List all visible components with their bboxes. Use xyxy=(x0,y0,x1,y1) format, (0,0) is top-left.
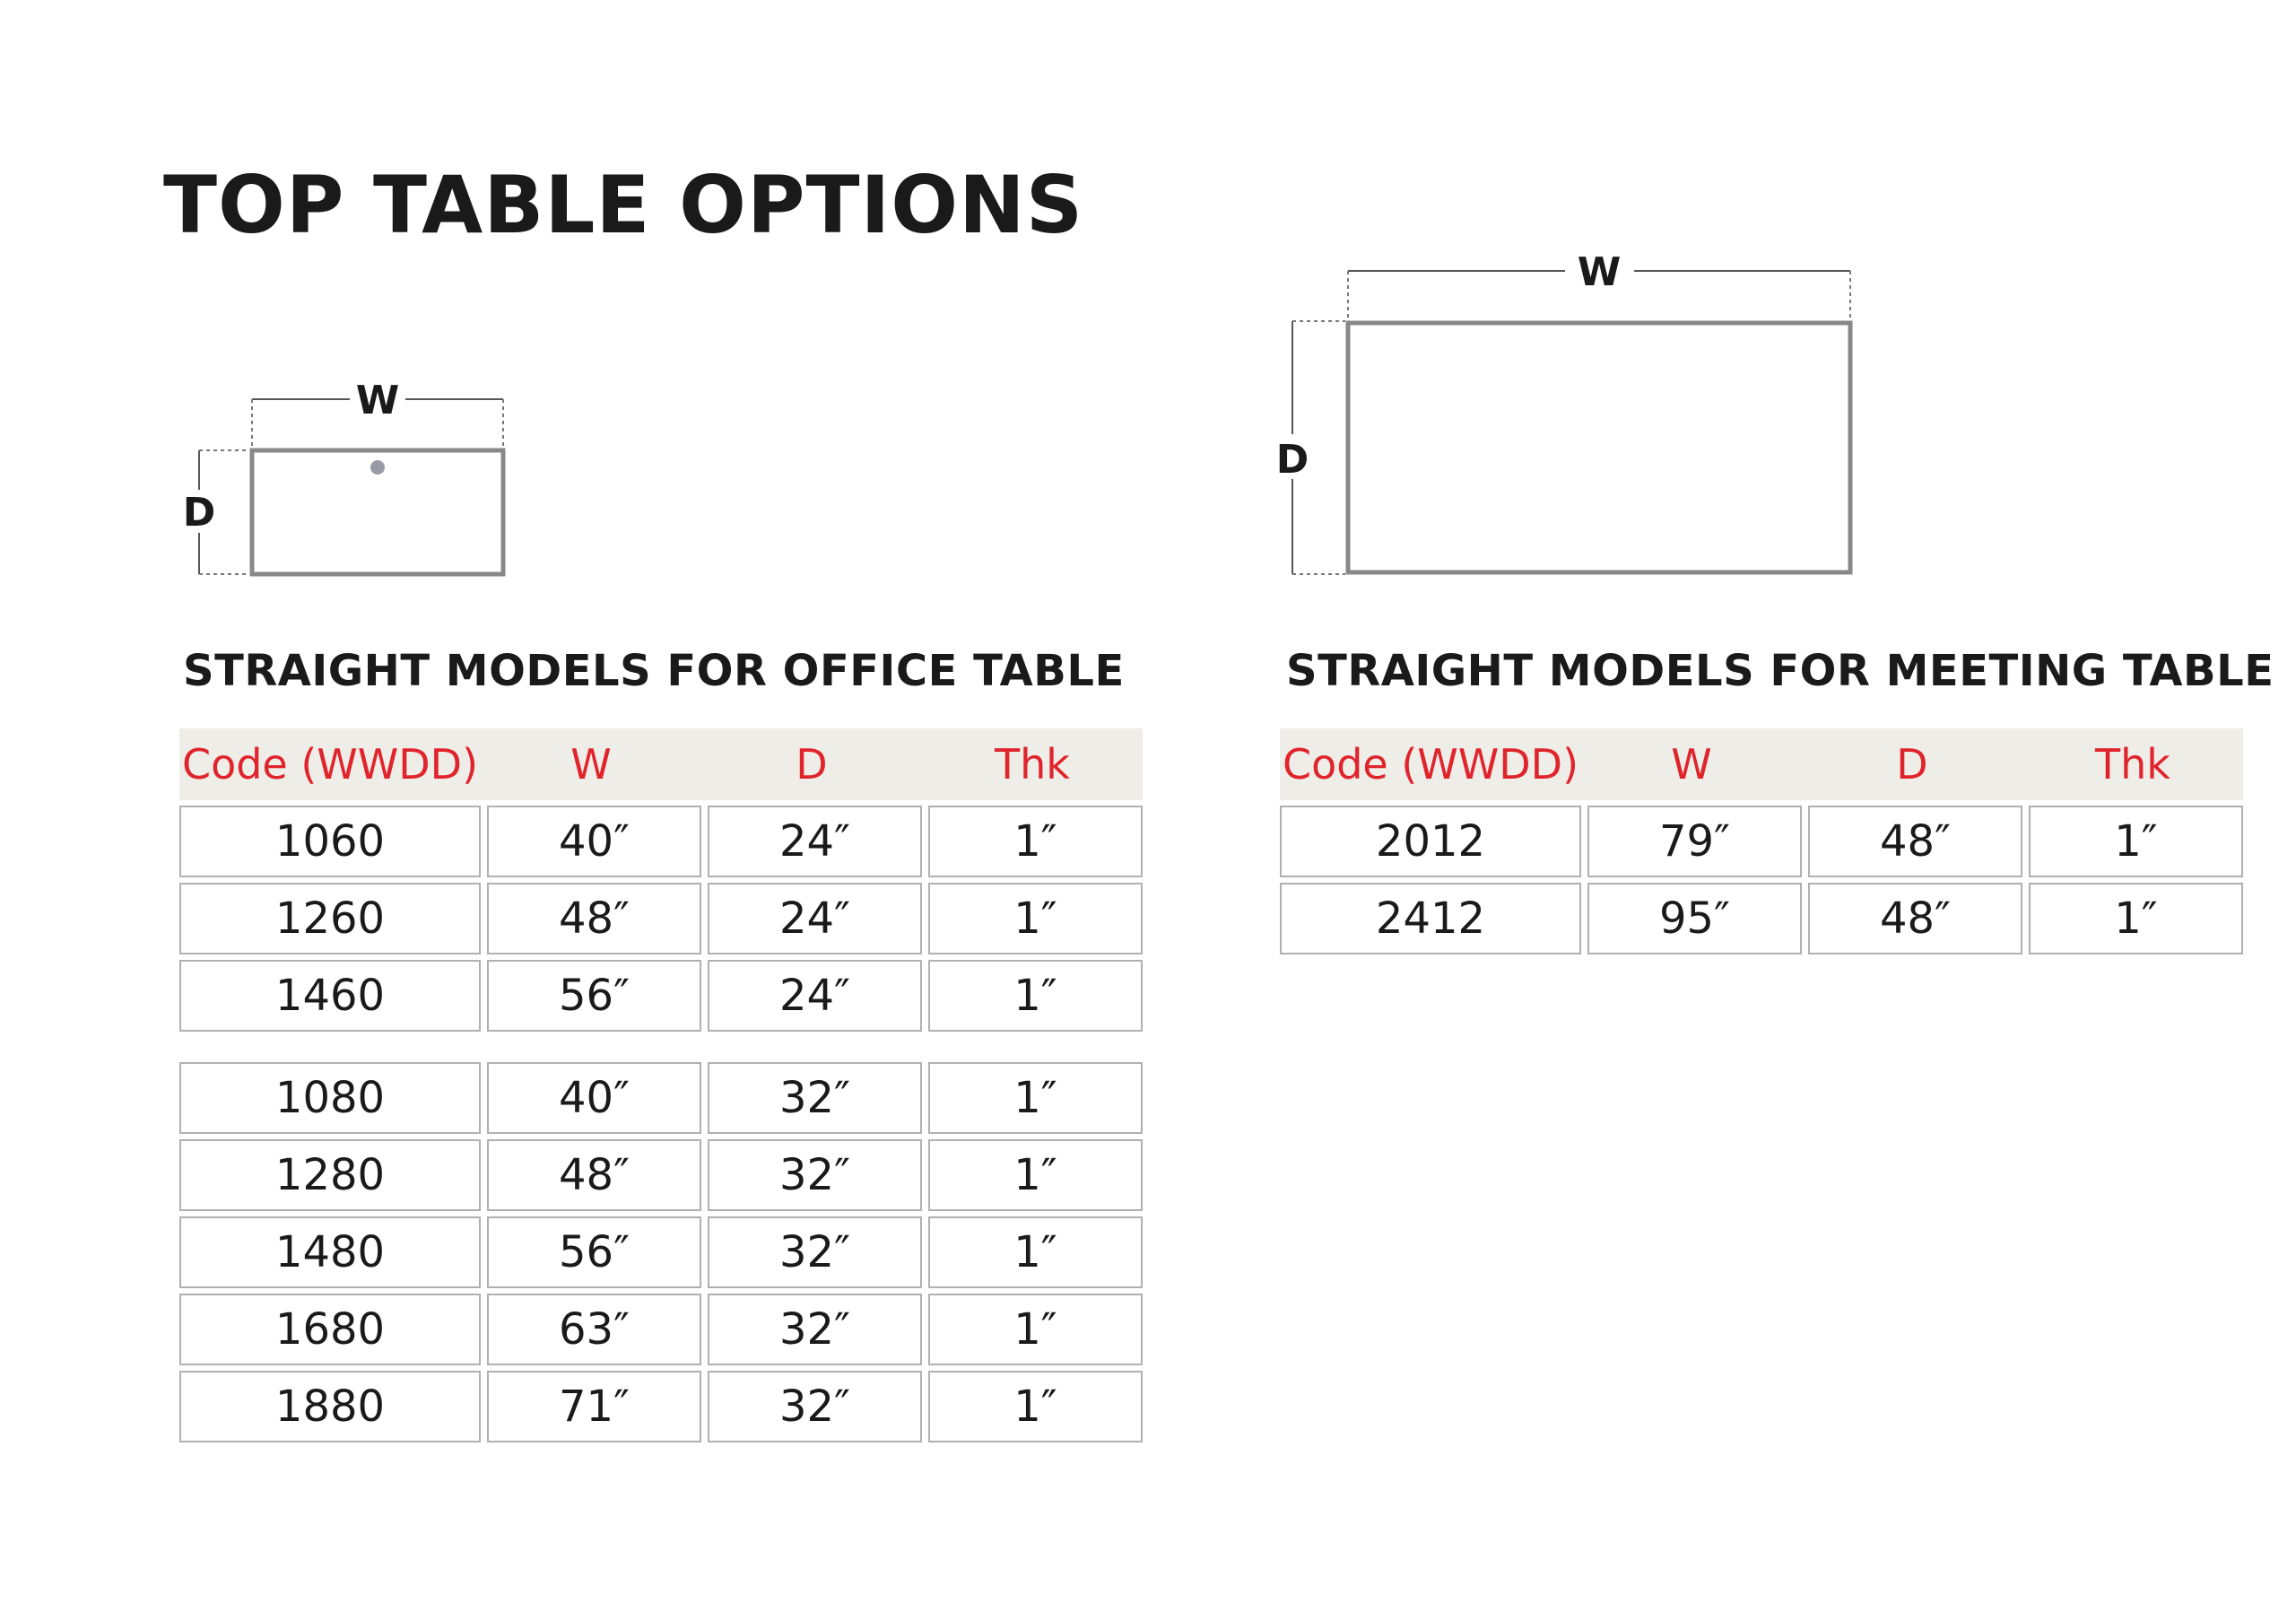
table-row xyxy=(179,1294,1143,1365)
cell-width: 40″ xyxy=(487,806,701,877)
cell-width: 56″ xyxy=(487,960,701,1032)
cell-code: 1260 xyxy=(179,883,481,954)
cell-code: 1060 xyxy=(179,806,481,877)
cell-thickness: 1″ xyxy=(2029,806,2243,877)
cell-thickness: 1″ xyxy=(928,883,1143,954)
column-header-depth: D xyxy=(796,740,828,789)
table-row xyxy=(179,806,1143,877)
cell-width: 79″ xyxy=(1587,806,1802,877)
cell-thickness: 1″ xyxy=(928,1139,1143,1211)
cell-code: 1460 xyxy=(179,960,481,1032)
table-row xyxy=(179,1062,1143,1134)
cell-depth: 32″ xyxy=(708,1139,922,1211)
cell-code: 1280 xyxy=(179,1139,481,1211)
table-row xyxy=(179,883,1143,954)
cell-depth: 24″ xyxy=(708,960,922,1032)
table-row xyxy=(1280,806,2243,877)
grommet-icon xyxy=(370,460,385,475)
meeting-table-diagram xyxy=(1272,249,1850,574)
cell-depth: 48″ xyxy=(1808,883,2022,954)
table-row xyxy=(1280,883,2243,954)
cell-code: 1680 xyxy=(179,1294,481,1365)
cell-depth: 24″ xyxy=(708,806,922,877)
cell-thickness: 1″ xyxy=(928,806,1143,877)
table-header-row xyxy=(179,728,1143,800)
cell-code: 2412 xyxy=(1280,883,1581,954)
width-label: W xyxy=(1577,249,1622,295)
table-row xyxy=(179,1371,1143,1442)
column-header-depth: D xyxy=(1896,740,1928,789)
cell-width: 95″ xyxy=(1587,883,1802,954)
table-header-row xyxy=(1280,728,2243,800)
table-row xyxy=(179,1139,1143,1211)
column-header-thickness: Thk xyxy=(995,740,1070,789)
office-spec-table xyxy=(179,728,1143,1442)
cell-thickness: 1″ xyxy=(928,960,1143,1032)
table-row xyxy=(179,960,1143,1032)
cell-thickness: 1″ xyxy=(928,1216,1143,1288)
column-header-thickness: Thk xyxy=(2095,740,2170,789)
meeting-spec-table xyxy=(1280,728,2243,954)
group-separator xyxy=(179,1032,1143,1057)
cell-width: 40″ xyxy=(487,1062,701,1134)
width-label: W xyxy=(355,378,400,423)
column-header-code: Code (WWDD) xyxy=(181,740,479,789)
cell-width: 63″ xyxy=(487,1294,701,1365)
cell-width: 48″ xyxy=(487,1139,701,1211)
office-section-title: STRAIGHT MODELS FOR OFFICE TABLE xyxy=(183,646,1125,696)
meeting-section-title: STRAIGHT MODELS FOR MEETING TABLE xyxy=(1286,646,2274,696)
cell-width: 71″ xyxy=(487,1371,701,1442)
meeting-tabletop-outline xyxy=(1348,323,1850,572)
cell-depth: 24″ xyxy=(708,883,922,954)
depth-label: D xyxy=(1275,437,1309,483)
table-row xyxy=(179,1216,1143,1288)
cell-depth: 32″ xyxy=(708,1294,922,1365)
table-dimension-diagrams xyxy=(0,0,2296,628)
cell-code: 2012 xyxy=(1280,806,1581,877)
office-table-diagram xyxy=(179,378,503,574)
cell-thickness: 1″ xyxy=(928,1294,1143,1365)
depth-label: D xyxy=(182,490,216,536)
cell-thickness: 1″ xyxy=(2029,883,2243,954)
page-title: TOP TABLE OPTIONS xyxy=(163,159,1084,251)
column-header-width: W xyxy=(570,740,612,789)
cell-thickness: 1″ xyxy=(928,1062,1143,1134)
cell-depth: 32″ xyxy=(708,1216,922,1288)
cell-depth: 32″ xyxy=(708,1062,922,1134)
cell-width: 48″ xyxy=(487,883,701,954)
cell-code: 1480 xyxy=(179,1216,481,1288)
column-header-code: Code (WWDD) xyxy=(1282,740,1579,789)
cell-code: 1880 xyxy=(179,1371,481,1442)
cell-width: 56″ xyxy=(487,1216,701,1288)
cell-thickness: 1″ xyxy=(928,1371,1143,1442)
cell-depth: 48″ xyxy=(1808,806,2022,877)
cell-code: 1080 xyxy=(179,1062,481,1134)
cell-depth: 32″ xyxy=(708,1371,922,1442)
column-header-width: W xyxy=(1671,740,1712,789)
